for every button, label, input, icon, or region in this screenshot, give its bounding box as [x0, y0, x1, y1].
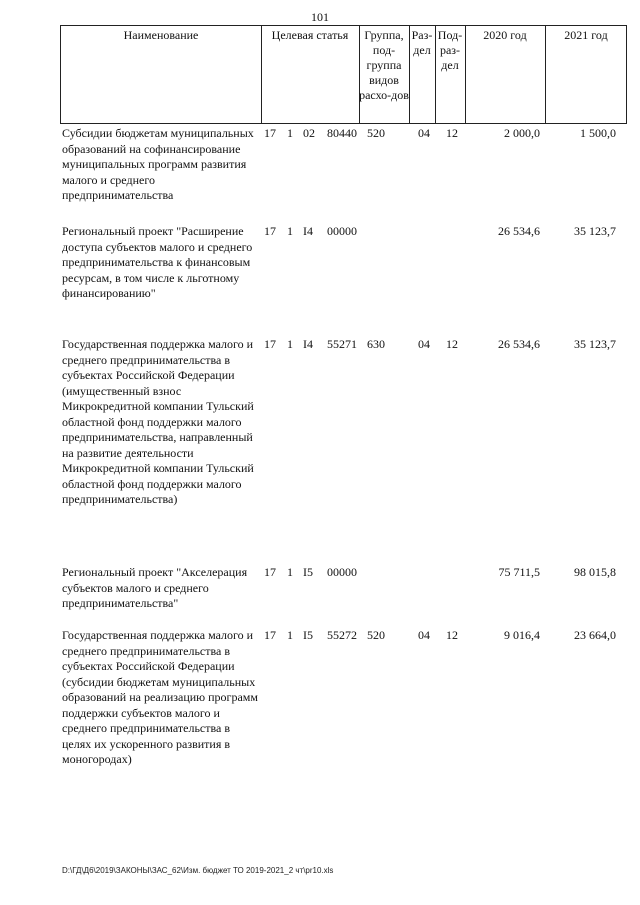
value-2021: 35 123,7 [574, 337, 616, 351]
value-2020: 26 534,6 [498, 224, 540, 238]
header-subsection: Под-раз-дел [437, 28, 463, 72]
file-path-footer: D:\ГД\Д6\2019\ЗАКОНЫ\ЗАС_62\Изм. бюджет ТО 2019-2021_2 чт\pr10.xls [62, 866, 334, 875]
subsection-code: 12 [446, 126, 458, 140]
target-part-4: 00000 [327, 565, 357, 579]
row-name: Региональный проект "Расширение доступа субъектов малого и среднего предпринимательства к финансовым ресурсам, в том числе к льготному финансированию" [62, 224, 253, 300]
group-code: 520 [367, 126, 385, 140]
value-2021: 1 500,0 [580, 126, 616, 140]
value-2020: 75 711,5 [498, 565, 540, 579]
value-2020: 9 016,4 [504, 628, 540, 642]
target-part-2: 1 [287, 628, 293, 642]
target-part-4: 00000 [327, 224, 357, 238]
header-group: Группа, под-группа видов расхо-дов [359, 28, 409, 102]
group-code: 520 [367, 628, 385, 642]
target-part-1: 17 [264, 628, 276, 642]
value-2021: 23 664,0 [574, 628, 616, 642]
target-part-1: 17 [264, 224, 276, 238]
value-2020: 2 000,0 [504, 126, 540, 140]
header-2021: 2021 год [564, 28, 608, 42]
target-part-1: 17 [264, 126, 276, 140]
table-header [60, 25, 627, 124]
target-part-2: 1 [287, 337, 293, 351]
header-name: Наименование [123, 28, 199, 42]
subsection-code: 12 [446, 337, 458, 351]
section-code: 04 [418, 126, 430, 140]
row-name: Государственная поддержка малого и среднего предпринимательства в субъектах Российской Федерации (имущественный взнос Микрокредитной компании Тульский областной фонд поддержки малого предпринимательства, направленный на развитие деятельности Микрокредитной компании Тульский областной фонд поддержки малого предпринимательства) [62, 337, 254, 506]
page-number: 101 [311, 10, 329, 24]
value-2021: 35 123,7 [574, 224, 616, 238]
row-name: Региональный проект "Акселерация субъектов малого и среднего предпринимательства" [62, 565, 248, 610]
target-part-2: 1 [287, 224, 293, 238]
target-part-3: I4 [303, 337, 313, 351]
target-part-2: 1 [287, 126, 293, 140]
section-code: 04 [418, 337, 430, 351]
header-target: Целевая статья [271, 28, 349, 42]
target-part-4: 55272 [327, 628, 357, 642]
value-2021: 98 015,8 [574, 565, 616, 579]
target-part-3: 02 [303, 126, 315, 140]
target-part-1: 17 [264, 337, 276, 351]
header-section: Раз-дел [411, 28, 433, 57]
target-part-4: 55271 [327, 337, 357, 351]
subsection-code: 12 [446, 628, 458, 642]
row-name: Субсидии бюджетам муниципальных образований на софинансирование муниципальных программ развития малого и среднего предпринимательства [62, 126, 254, 202]
header-2020: 2020 год [483, 28, 527, 42]
target-part-1: 17 [264, 565, 276, 579]
target-part-3: I5 [303, 565, 313, 579]
target-part-3: I5 [303, 628, 313, 642]
target-part-3: I4 [303, 224, 313, 238]
value-2020: 26 534,6 [498, 337, 540, 351]
group-code: 630 [367, 337, 385, 351]
target-part-4: 80440 [327, 126, 357, 140]
row-name: Государственная поддержка малого и среднего предпринимательства в субъектах Российской Федерации (субсидии бюджетам муниципальных образований на реализацию программ поддержки субъектов малого и среднего предпринимательства в целях их ускоренного развития в моногородах) [62, 628, 258, 766]
target-part-2: 1 [287, 565, 293, 579]
section-code: 04 [418, 628, 430, 642]
